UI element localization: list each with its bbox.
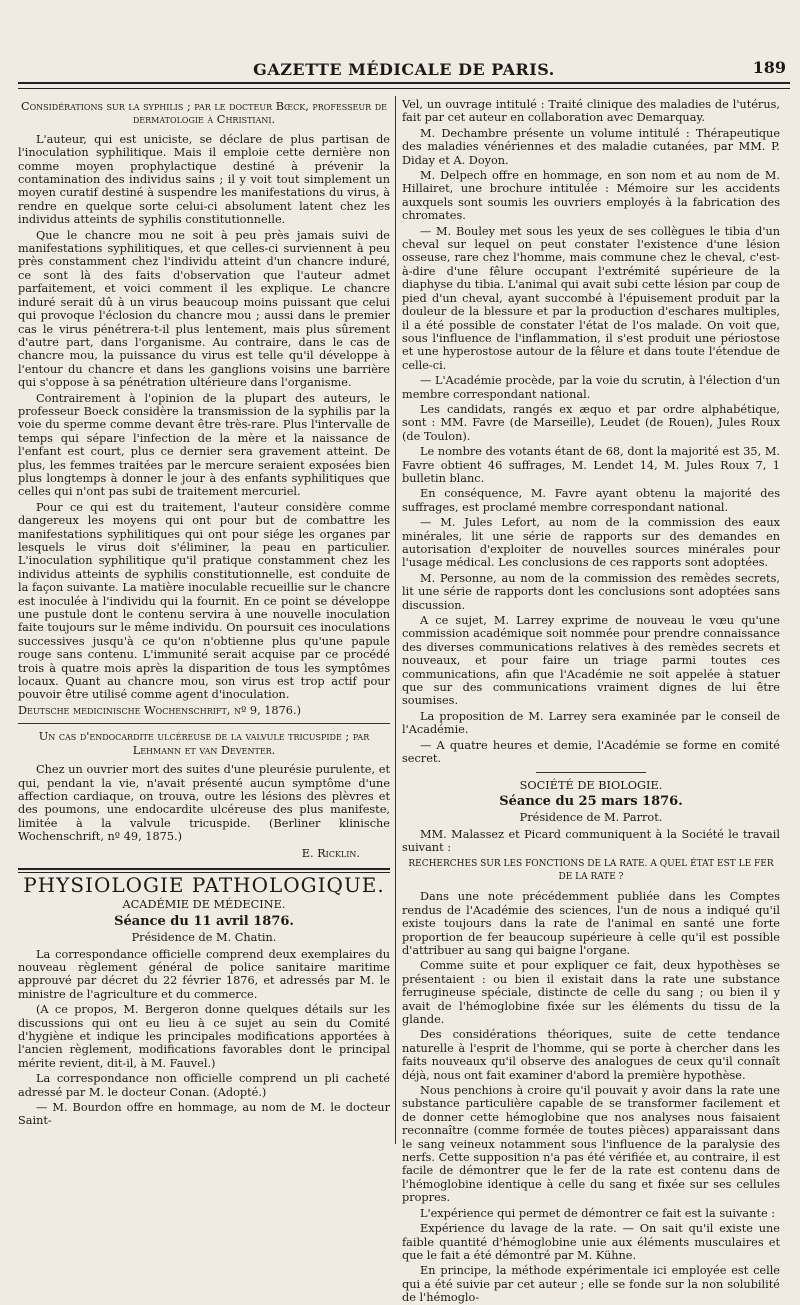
paragraph: Des considérations théoriques, suite de cette tendance naturelle à l'esprit de l'homme, qui se porte à chercher dans les faits nouveaux qu'il observe des analogues de ceux qu'il connaît déjà, nous ont fait examiner d'abord la première hypothèse. xyxy=(402,1028,780,1082)
paragraph: — L'Académie procède, par la voie du scrutin, à l'élection d'un membre correspondant national. xyxy=(402,374,780,401)
paragraph: L'auteur, qui est uniciste, se déclare de plus partisan de l'inoculation syphilitique. Mais il emploie cette dernière non comme moyen prophylactique destiné à prévenir la contamination des individus sains ; il y voit tout simplement un moyen curatif destiné à suspendre les manifestations du virus, à rendre en quelque sorte celui-ci absolument latent chez les individus atteints de syphilis constitutionnelle. xyxy=(18,132,390,227)
paragraph: La correspondance officielle comprend deux exemplaires du nouveau règlement général de police sanitaire maritime approuvé par décret du 22 février 1876, et adressés par M. le ministre de l'agriculture et du commerce. xyxy=(18,947,390,1001)
paragraph: Dans une note précédemment publiée dans les Comptes rendus de l'Académie des sciences, l'un de nous a indiqué qu'il existe toujours dans la rate de l'animal en santé une forte proportion de fer beaucoup supérieure à celle qu'il est possible d'attribuer au sang qui baigne l'organe. xyxy=(402,890,780,957)
page-header xyxy=(18,58,790,80)
presidence: Présidence de M. Chatin. xyxy=(131,931,277,945)
paragraph: M. Delpech offre en hommage, en son nom et au nom de M. Hillairet, une brochure intitulée : Mémoire sur les accidents auxquels sont soumis les ouvriers employés à la fabrication des chromates. xyxy=(402,169,780,223)
paragraph: Chez un ouvrier mort des suites d'une pleurésie purulente, et qui, pendant la vie, n'avait présenté aucun symptôme d'une affection cardiaque, on trouva, outre les lésions des plèvres et des poumons, une endocardite ulcéreuse des plus manifeste, limitée à la valvule tricuspide. (Berliner klinische Wochenschrift, nº 49, 1875.) xyxy=(18,763,390,844)
author-signature: E. Ricklin. xyxy=(301,846,360,860)
paragraph: Expérience du lavage de la rate. — On sait qu'il existe une faible quantité d'hémoglobine unie aux éléments musculaires et que le fait a été démontré par M. Kühne. xyxy=(402,1222,780,1262)
divider-rule xyxy=(536,772,646,773)
paragraph: Les candidats, rangés ex æquo et par ordre alphabétique, sont : MM. Favre (de Marseille), Leudet (de Rouen), Jules Roux (de Toulon). xyxy=(402,402,780,443)
paragraph: Le nombre des votants étant de 68, dont la majorité est 35, M. Favre obtient 46 suffrages, M. Lendet 14, M. Jules Roux 7, 1 bulletin blanc. xyxy=(402,445,780,485)
article-heading-syphilis: Considérations sur la syphilis ; par le docteur Bœck, professeur de dermatologie à Christiani. xyxy=(20,100,388,127)
paragraph: — M. Bouley met sous les yeux de ses collègues le tibia d'un cheval sur lequel on peut constater l'existence d'une lésion osseuse, rare chez l'homme, mais commune chez le cheval, c'est-à-dire d'une fêlure occupant l'extrémité supérieure de la diaphyse du tibia. L'animal qui avait subi cette lésion par coup de pied d'un cheval, ayant succombé à l'épuisement produit par la douleur de la blessure et par la production d'eschares multiples, il a été possible de constater l'état de l'os malade. On voit que, sous l'influence de l'inflammation, il s'est produit une périostose et une hyperostose autour de la fêlure et dans toute l'étendue de celle-ci. xyxy=(402,224,780,372)
paragraph: MM. Malassez et Picard communiquent à la Société le travail suivant : xyxy=(402,827,780,855)
paragraph: Pour ce qui est du traitement, l'auteur considère comme dangereux les moyens qui ont pour but de combattre les manifestations syphilitiques qui ont pour siége les organes par lesquels le virus doit s'éliminer, la peau en particulier. L'inoculation syphilitique qu'il pratique constamment chez les individus atteints de syphilis constitutionnelle, est conduite de la façon suivante. La matière inoculable recueillie sur le chancre est inoculée à l'individu qui la fournit. En ce point se développe une pustule dont le contenu servira à une nouvelle inoculation faite toujours sur le même individu. On poursuit ces inoculations successives jusqu'à ce qu'on n'obtienne plus qu'une papule rouge sans contenu. L'immunité serait acquise par ce procédé trois à quatre mois après la disparition de tous les symptômes locaux. Quant au chancre mou, son virus est trop actif pour pouvoir être utilisé comme agent d'inoculation. xyxy=(18,500,390,702)
divider-rule xyxy=(18,723,390,724)
paragraph: La proposition de M. Larrey sera examinée par le conseil de l'Académie. xyxy=(402,709,780,737)
paragraph: Comme suite et pour expliquer ce fait, deux hypothèses se présentaient : ou bien il existait dans la rate une substance ferrugineuse spéciale, distincte de celle du sang ; ou bien il y avait de l'hémoglobine fixée sur les éléments du tissu de la glande. xyxy=(402,959,780,1026)
paragraph: Vel, un ouvrage intitulé : Traité clinique des maladies de l'utérus, fait par cet auteur en collaboration avec Demarquay. xyxy=(402,98,780,125)
paragraph: (A ce propos, M. Bergeron donne quelques détails sur les discussions qui ont eu lieu à ce sujet au sein du Comité d'hygiène et indique les principales modifications apportées à l'ancien règlement, modifications favorables dont le principal mérite revient, dit-il, à M. Fauvel.) xyxy=(18,1003,390,1070)
paragraph: M. Dechambre présente un volume intitulé : Thérapeutique des maladies vénériennes et des maladie cutanées, par MM. P. Diday et A. Doyon. xyxy=(402,126,780,167)
article-heading-rate: RECHERCHES SUR LES FONCTIONS DE LA RATE. A QUEL ÉTAT EST LE FER DE LA RATE ? xyxy=(408,858,774,882)
paragraph: L'expérience qui permet de démontrer ce fait est la suivante : xyxy=(420,1206,776,1220)
right-column xyxy=(402,98,780,1305)
paragraph: Contrairement à l'opinion de la plupart des auteurs, le professeur Boeck considère la transmission de la syphilis par la voie du sperme comme devant être très-rare. Plus l'intervalle de temps qui sépare l'infection de la mère et la naissance de l'enfant est court, plus ce dernier sera gravement atteint. De plus, les femmes traitées par le mercure seraient exposées bien plus longtemps à donner le jour à des enfants syphilitiques que celles qui n'ont pas subi de traitement mercuriel. xyxy=(18,391,390,499)
journal-title: GAZETTE MÉDICALE DE PARIS. xyxy=(253,60,555,79)
section-title: PHYSIOLOGIE PATHOLOGIQUE. xyxy=(23,872,385,897)
presidence: Présidence de M. Parrot. xyxy=(519,811,663,825)
paragraph: Nous penchions à croire qu'il pouvait y avoir dans la rate une substance particulière capable de se transformer facilement et de donner cette hémoglobine que nos analyses nous faisaient reconnaître (comme formée de toutes pièces) apparaissant dans le sang veineux notamment sous l'influence de la paralysie des nerfs. Cette supposition n'a pas été vérifiée et, au contraire, il est facile de démontrer que le fer de la rate est contenu dans de l'hémoglobine identique à celle du sang et fixée sur ses cellules propres. xyxy=(402,1084,780,1205)
paragraph: La correspondance non officielle comprend un pli cacheté adressé par M. le docteur Conan. (Adopté.) xyxy=(18,1072,390,1099)
paragraph: — M. Bourdon offre en hommage, au nom de M. le docteur Saint- xyxy=(18,1101,390,1128)
paragraph: — M. Jules Lefort, au nom de la commission des eaux minérales, lit une série de rapports sur des demandes en autorisation d'exploiter de nouvelles sources minérales pour l'usage médical. Les conclusions de ces rapports sont adoptées. xyxy=(402,516,780,570)
seance-date: Séance du 11 avril 1876. xyxy=(114,913,294,929)
paragraph: A ce sujet, M. Larrey exprime de nouveau le vœu qu'une commission académique soit nommée pour prendre connaissance des diverses communications relatives à des remèdes secrets et nouveaux, et pour faire un triage parmi toutes ces communications, afin que l'Académie ne soit appelée à statuer que sur des communications vraiment dignes de lui être soumises. xyxy=(402,614,780,708)
header-rule xyxy=(18,82,790,89)
society-heading: SOCIÉTÉ DE BIOLOGIE. xyxy=(519,778,663,792)
paragraph: — A quatre heures et demie, l'Académie se forme en comité secret. xyxy=(402,738,780,766)
paragraph: Que le chancre mou ne soit à peu près jamais suivi de manifestations syphilitiques, et que celles-ci surviennent à peu près constamment chez l'individu atteint d'un chancre induré, ce sont là des faits d'observation que l'auteur admet parfaitement, et voici comment il les explique. Le chancre induré serait dû à un virus beaucoup moins puissant que celui qui provoque l'éclosion du chancre mou ; aussi dans le premier cas le virus pénétrera-t-il plus lentement, mais plus sûrement d'autre part, dans l'organisme. Au contraire, dans le cas de chancre mou, la puissance du virus est telle qu'il développe à l'entour du chancre et dans les ganglions voisins une barrière qui s'oppose à sa pénétration ultérieure dans l'organisme. xyxy=(18,228,390,390)
source-citation: Deutsche medicinische Wochenschrift, nº 9, 1876.) xyxy=(18,703,301,717)
paragraph: En conséquence, M. Favre ayant obtenu la majorité des suffrages, est proclamé membre correspondant national. xyxy=(402,487,780,514)
page-number: 189 xyxy=(752,58,786,77)
paragraph: M. Personne, au nom de la commission des remèdes secrets, lit une série de rapports dont les conclusions sont adoptées sans discussion. xyxy=(402,571,780,612)
column-divider xyxy=(395,96,396,1144)
academy-heading: ACADÉMIE DE MÉDECINE. xyxy=(122,898,286,912)
paragraph: En principe, la méthode expérimentale ici employée est celle qui a été suivie par cet auteur ; elle se fonde sur la non solubilité de l'hémoglo- xyxy=(402,1264,780,1305)
left-column xyxy=(18,98,390,1144)
article-heading-endocarditis: Un cas d'endocardite ulcéreuse de la valvule tricuspide ; par Lehmann et van Deventer. xyxy=(38,730,370,757)
seance-date: Séance du 25 mars 1876. xyxy=(499,793,683,809)
